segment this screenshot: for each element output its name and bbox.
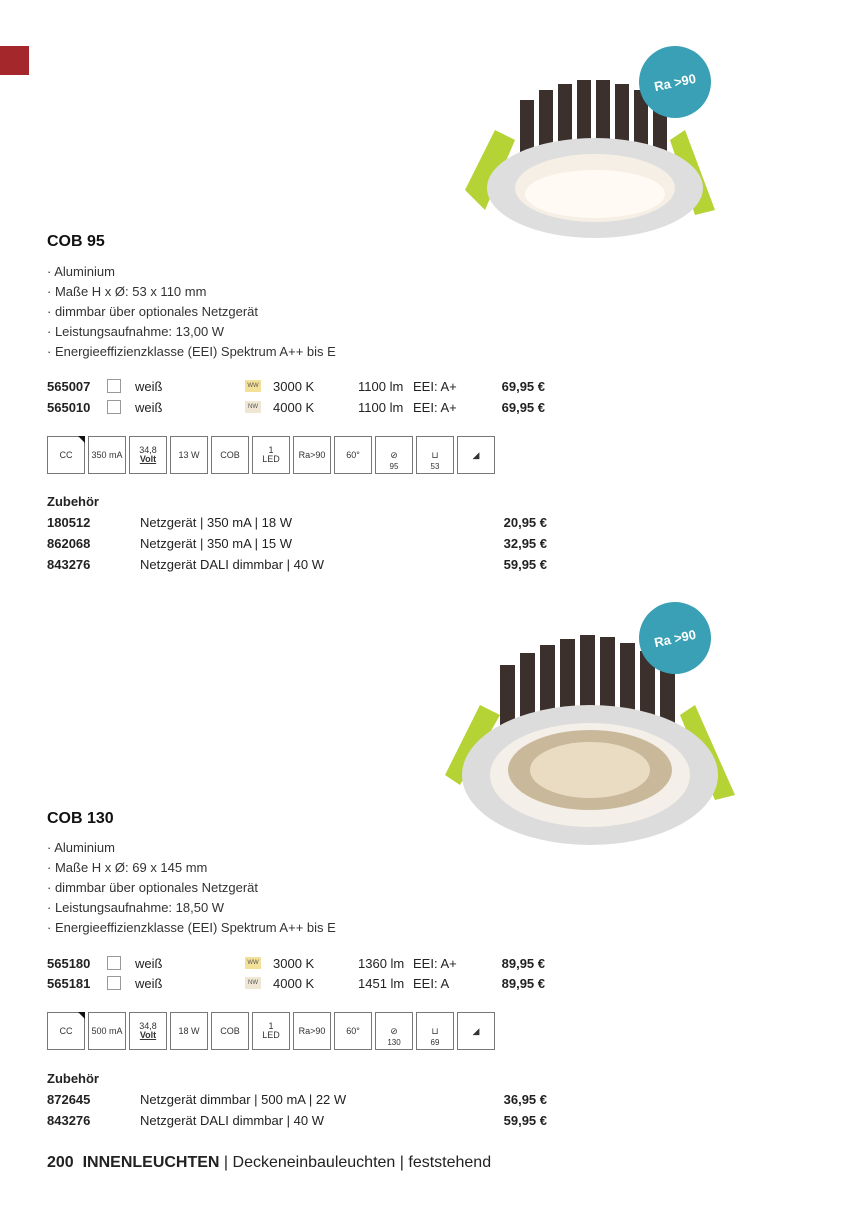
neutral-white-icon: NW: [245, 401, 261, 413]
order-checkbox[interactable]: [107, 379, 121, 393]
spec-icons: [47, 1012, 495, 1050]
cri-icon: Ra>90: [293, 1012, 331, 1050]
product-title: COB 95: [47, 233, 105, 250]
depth-icon: ⊔ 69: [416, 1012, 454, 1050]
order-checkbox[interactable]: [107, 976, 121, 990]
section-title: INNENLEUCHTEN: [82, 1154, 220, 1171]
color-temperature: 3000 K: [273, 955, 315, 971]
lumen: 1451 lm: [358, 975, 405, 991]
variant-row: [47, 397, 547, 417]
eei: EEI: A+: [413, 399, 457, 415]
color: weiß: [135, 955, 163, 971]
constant-current-icon: CC: [47, 436, 85, 474]
accessory-row: 843276 Netzgerät DALI dimmbar | 40 W 59,95 €: [47, 556, 547, 572]
price: 69,95 €: [501, 399, 545, 415]
depth-icon: ⊔ 53: [416, 436, 454, 474]
neutral-white-icon: NW: [245, 977, 261, 989]
article-number: 565007: [47, 378, 91, 394]
dimmable-icon: ◢: [457, 1012, 495, 1050]
color: weiß: [135, 975, 163, 991]
eei: EEI: A: [413, 975, 450, 991]
variant-row: [47, 973, 547, 993]
volt-icon: 34,8 Volt: [129, 1012, 167, 1050]
volt-icon: 34,8 Volt: [129, 436, 167, 474]
feature-item: · dimmbar über optionales Netzgerät: [47, 878, 336, 898]
eei: EEI: A+: [413, 378, 457, 394]
variant-row: [47, 376, 547, 396]
wattage-icon: 13 W: [170, 436, 208, 474]
feature-item: · Maße H x Ø: 69 x 145 mm: [47, 858, 336, 878]
constant-current-icon: CC: [47, 1012, 85, 1050]
feature-item: · Leistungsaufnahme: 18,50 W: [47, 898, 336, 918]
variant-row: [47, 953, 547, 973]
cob-icon: COB: [211, 1012, 249, 1050]
accessories-heading: Zubehör: [47, 494, 99, 509]
lumen: 1100 lm: [358, 399, 404, 415]
price: 89,95 €: [501, 955, 545, 971]
feature-list: [47, 262, 336, 362]
cri-icon: Ra>90: [293, 436, 331, 474]
price: 69,95 €: [501, 378, 545, 394]
feature-item: · Leistungsaufnahme: 13,00 W: [47, 322, 336, 342]
ra-badge: Ra >90: [632, 595, 717, 680]
spec-icons: [47, 436, 495, 474]
feature-item: · Energieeffizienzklasse (EEI) Spektrum A++ bis E: [47, 918, 336, 938]
warm-white-icon: WW: [245, 957, 261, 969]
accessories-heading: Zubehör: [47, 1071, 99, 1086]
color-temperature: 3000 K: [273, 378, 315, 394]
eei: EEI: A+: [413, 955, 457, 971]
page-number: 200: [47, 1154, 74, 1171]
cutout-icon: ⊘ 95: [375, 436, 413, 474]
chapter-marker: [0, 46, 29, 75]
order-checkbox[interactable]: [107, 956, 121, 970]
color: weiß: [135, 399, 163, 415]
order-checkbox[interactable]: [107, 400, 121, 414]
feature-item: · Aluminium: [47, 838, 336, 858]
article-number: 565010: [47, 399, 91, 415]
article-number: 565181: [47, 975, 91, 991]
dimmable-icon: ◢: [457, 436, 495, 474]
lumen: 1100 lm: [358, 378, 404, 394]
led-count-icon: 1 LED: [252, 1012, 290, 1050]
warm-white-icon: WW: [245, 380, 261, 392]
led-count-icon: 1 LED: [252, 436, 290, 474]
cob-icon: COB: [211, 436, 249, 474]
accessory-row: 872645 Netzgerät dimmbar | 500 mA | 22 W 36,95 €: [47, 1091, 547, 1107]
color-temperature: 4000 K: [273, 975, 315, 991]
current-icon: 500 mA: [88, 1012, 126, 1050]
beam-angle-icon: 60°: [334, 436, 372, 474]
current-icon: 350 mA: [88, 436, 126, 474]
color: weiß: [135, 378, 163, 394]
wattage-icon: 18 W: [170, 1012, 208, 1050]
color-temperature: 4000 K: [273, 399, 315, 415]
feature-item: · Energieeffizienzklasse (EEI) Spektrum A++ bis E: [47, 342, 336, 362]
price: 89,95 €: [501, 975, 545, 991]
feature-item: · Maße H x Ø: 53 x 110 mm: [47, 282, 336, 302]
beam-angle-icon: 60°: [334, 1012, 372, 1050]
ra-badge: Ra >90: [632, 39, 717, 124]
accessory-row: 843276 Netzgerät DALI dimmbar | 40 W 59,95 €: [47, 1112, 547, 1128]
feature-list: [47, 838, 336, 938]
page-footer: [47, 1154, 491, 1172]
feature-item: · Aluminium: [47, 262, 336, 282]
section-subtitle: | Deckeneinbauleuchten | feststehend: [219, 1154, 492, 1171]
product-title: COB 130: [47, 810, 114, 827]
accessory-row: 180512 Netzgerät | 350 mA | 18 W 20,95 €: [47, 514, 547, 530]
feature-item: · dimmbar über optionales Netzgerät: [47, 302, 336, 322]
article-number: 565180: [47, 955, 91, 971]
accessory-row: 862068 Netzgerät | 350 mA | 15 W 32,95 €: [47, 535, 547, 551]
lumen: 1360 lm: [358, 955, 405, 971]
cutout-icon: ⊘ 130: [375, 1012, 413, 1050]
